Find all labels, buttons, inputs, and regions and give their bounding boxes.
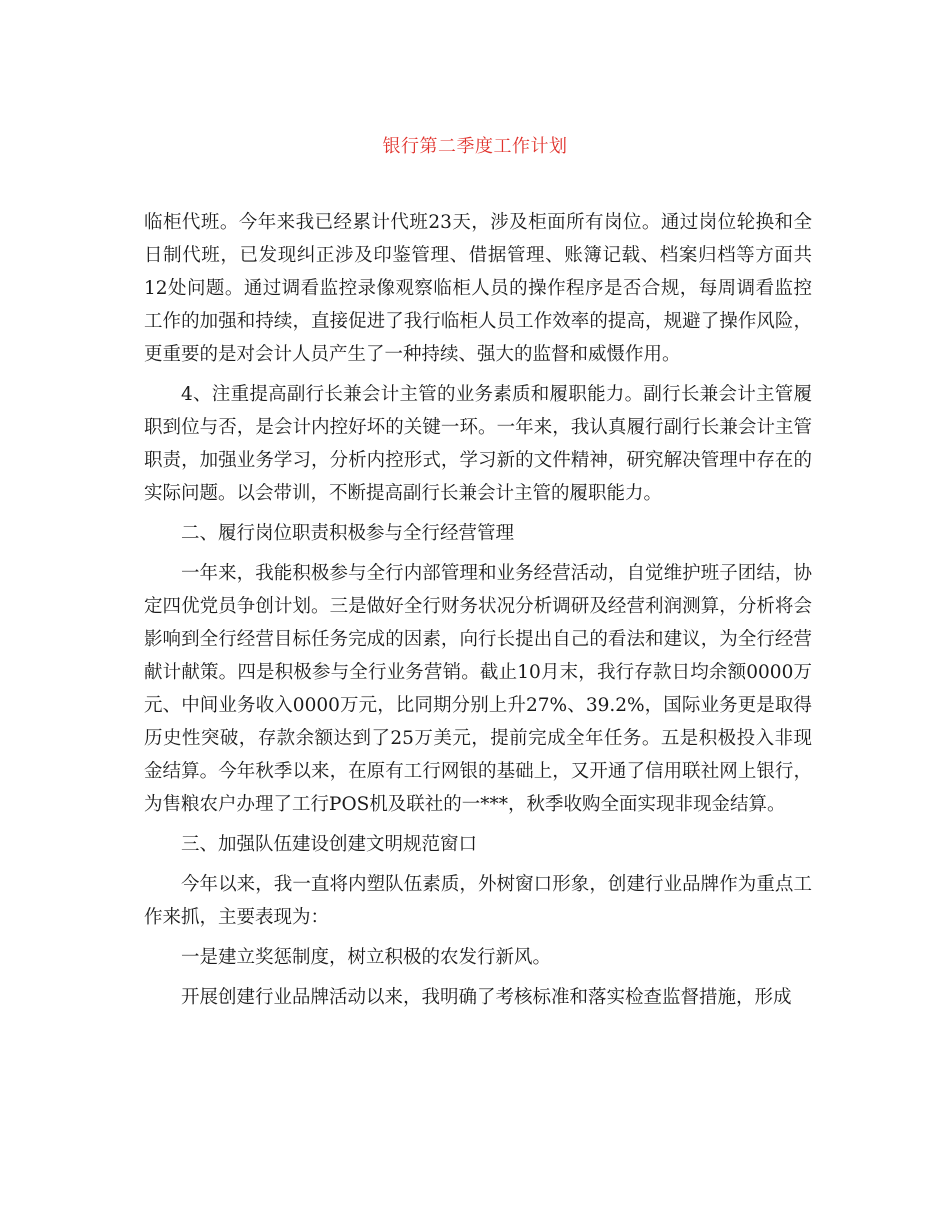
- paragraph-brand-activity: 开展创建行业品牌活动以来，我明确了考核标准和落实检查监督措施，形成: [181, 987, 792, 1008]
- section-heading-3: 三、加强队伍建设创建文明规范窗口: [181, 834, 478, 855]
- paragraph-business: 一年来，我能积极参与全行内部管理和业务经营活动，自觉维护班子团结，协 定四优党员争创计划。三是做好全行财务状况分析调研及经营利润测算，分析将会影响到全行经营目标任务完成的因素，向行长提出自己的看法和建议，为全行经营献计献策。四是积极参与全行业务营销。截止10月末，我行存款日均余额0000万元、中间业务收入0000万元，比同期分别上升27%、39.2%，国际业务更是取得历史性突破，存款余额达到了25万美元，提前完成全年任务。五是积极投入非现金结算。今年秋季以来，在原有工行网银的基础上，又开通了信用联社网上银行，为售粮农户办理了工行POS机及联社的一***，秋季收购全面实现非现金结算。: [144, 563, 812, 815]
- paragraph-continuation: 临柜代班。今年来我已经累计代班23天，涉及柜面所有岗位。通过岗位轮换和全日制代班，已发现纠正涉及印鉴管理、借据管理、账簿记载、档案归档等方面共12处问题。通过调看监控录像观察临柜人员的操作程序是否合规，每周调看监控工作的加强和持续，直接促进了我行临柜人员工作效率的提高，规避了操作风险，更重要的是对会计人员产生了一种持续、强大的监督和威慑作用。: [144, 212, 812, 365]
- paragraph-item-4: 4、注重提高副行长兼会计主管的业务素质和履职能力。副行长兼会计主管履职到位与否，是会计内控好坏的关键一环。一年来，我认真履行副行长兼会计主管职责，加强业务学习，分析内控形式，学习新的文件精神，研究解决管理中存在的实际问题。以会带训，不断提高副行长兼会计主管的履职能力。: [144, 384, 812, 504]
- document-title: 银行第二季度工作计划: [382, 136, 568, 157]
- paragraph-reward-system: 一是建立奖惩制度，树立积极的农发行新风。: [181, 947, 552, 968]
- section-heading-2: 二、履行岗位职责积极参与全行经营管理: [181, 523, 515, 544]
- paragraph-team: 今年以来，我一直将内塑队伍素质，外树窗口形象，创建行业品牌作为重点工作来抓，主要表现为：: [144, 874, 812, 928]
- document-body: [144, 206, 812, 1014]
